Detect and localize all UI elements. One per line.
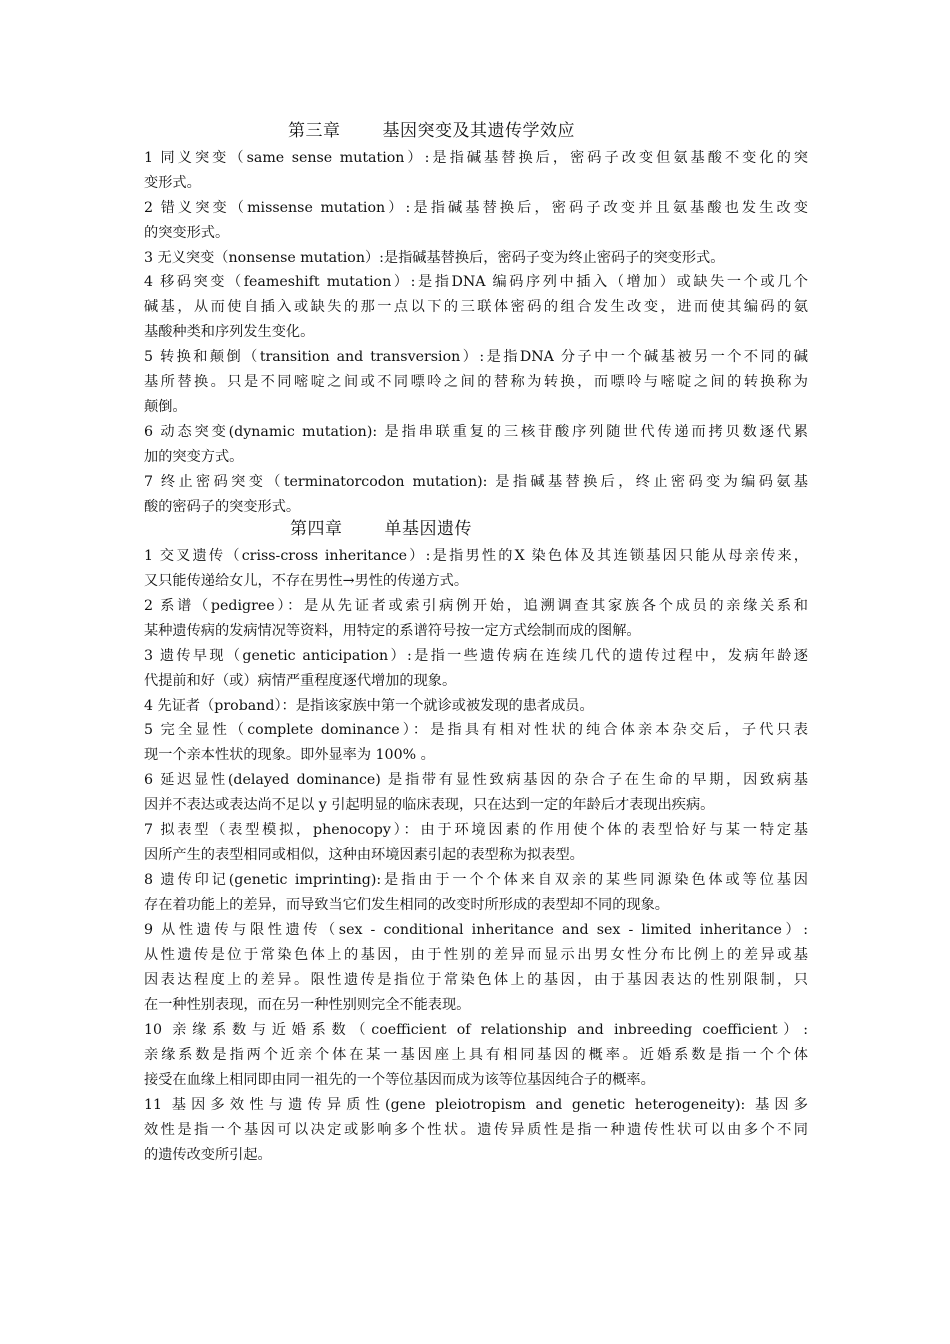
definition-line: 从性遗传是位于常染色体上的基因，由于性别的差异而显示出男女性分布比例上的差异或基 bbox=[144, 947, 808, 963]
definition-line: 1 同义突变（same sense mutation）:是指碱基替换后，密码子改变但氨基酸不变化的突 bbox=[144, 150, 808, 166]
definition-line: 酸的密码子的突变形式。 bbox=[144, 499, 301, 515]
definition-line: 的突变形式。 bbox=[144, 225, 230, 241]
definition-line: 代提前和好（或）病情严重程度逐代增加的现象。 bbox=[144, 673, 457, 689]
term-definition bbox=[144, 470, 808, 520]
definition-line: 8 遗传印记(genetic imprinting):是指由于一个个体来自双亲的某些同源染色体或等位基因 bbox=[144, 872, 808, 888]
chapter-4-title: 第四章 bbox=[290, 519, 343, 539]
definition-line: 3 无义突变（nonsense mutation）:是指碱基替换后，密码子变为终止密码子的突变形式。 bbox=[144, 250, 725, 266]
term-definition bbox=[144, 345, 808, 420]
term-definition bbox=[144, 694, 808, 719]
definition-line: 6 动态突变(dynamic mutation): 是指串联重复的三核苷酸序列随世代传递而拷贝数逐代累 bbox=[144, 424, 808, 440]
definition-line: 变形式。 bbox=[144, 175, 201, 191]
definition-line: 存在着功能上的差异，而导致当它们发生相同的改变时所形成的表型却不同的现象。 bbox=[144, 897, 669, 913]
definition-line: 6 延迟显性(delayed dominance) 是指带有显性致病基因的杂合子在生命的早期，因致病基 bbox=[144, 772, 808, 788]
definition-line: 4 先证者（proband）：是指该家族中第一个就诊或被发现的患者成员。 bbox=[144, 698, 594, 714]
definition-line: 9 从性遗传与限性遗传（sex - conditional inheritance and sex - limited inheritance）: bbox=[144, 922, 808, 938]
definition-line: 5 转换和颠倒（transition and transversion）:是指DNA 分子中一个碱基被另一个不同的碱 bbox=[144, 349, 808, 365]
definition-line: 某种遗传病的发病情况等资料，用特定的系谱符号按一定方式绘制而成的图解。 bbox=[144, 623, 641, 639]
definition-line: 1 交叉遗传（criss-cross inheritance）:是指男性的X 染色体及其连锁基因只能从母亲传来， bbox=[144, 548, 808, 564]
definition-line: 因表达程度上的差异。限性遗传是指位于常染色体上的基因，由于基因表达的性别限制，只 bbox=[144, 972, 808, 988]
definition-line: 7 终止密码突变（terminatorcodon mutation): 是指碱基替换后，终止密码变为编码氨基 bbox=[144, 474, 808, 490]
definition-line: 效性是指一个基因可以决定或影响多个性状。遗传异质性是指一种遗传性状可以由多个不同 bbox=[144, 1122, 808, 1138]
definition-line: 10 亲缘系数与近婚系数（coefficient of relationship and inbreeding coefficient）: bbox=[144, 1022, 808, 1038]
chapter-4-subtitle: 单基因遗传 bbox=[384, 519, 472, 539]
term-definition bbox=[144, 718, 808, 768]
definition-line: 因所产生的表型相同或相似，这种由环境因素引起的表型称为拟表型。 bbox=[144, 847, 584, 863]
definition-line: 的遗传改变所引起。 bbox=[144, 1147, 272, 1163]
definition-line: 加的突变方式。 bbox=[144, 449, 244, 465]
term-definition bbox=[144, 918, 808, 1018]
definition-line: 基酸种类和序列发生变化。 bbox=[144, 324, 315, 340]
definition-line: 2 错义突变（missense mutation）:是指碱基替换后，密码子改变并且氨基酸也发生改变 bbox=[144, 200, 808, 216]
definition-line: 碱基，从而使自插入或缺失的那一点以下的三联体密码的组合发生改变，进而使其编码的氨 bbox=[144, 299, 808, 315]
term-definition bbox=[144, 1018, 808, 1093]
term-definition bbox=[144, 768, 808, 818]
definition-line: 现一个亲本性状的现象。即外显率为 100% 。 bbox=[144, 747, 435, 763]
definition-line: 颠倒。 bbox=[144, 399, 187, 415]
definition-line: 4 移码突变（feameshift mutation）:是指DNA 编码序列中插入（增加）或缺失一个或几个 bbox=[144, 274, 808, 290]
chapter-4-heading bbox=[290, 514, 472, 539]
term-definition bbox=[144, 544, 808, 594]
definition-line: 又只能传递给女儿，不存在男性→男性的传递方式。 bbox=[144, 573, 469, 589]
definition-line: 因并不表达或表达尚不足以 y 引起明显的临床表现，只在达到一定的年龄后才表现出疾病。 bbox=[144, 797, 715, 813]
term-definition bbox=[144, 1093, 808, 1168]
term-definition bbox=[144, 868, 808, 918]
chapter-3-title: 第三章 bbox=[288, 121, 341, 141]
definition-line: 7 拟表型（表型模拟，phenocopy）：由于环境因素的作用使个体的表型恰好与某一特定基 bbox=[144, 822, 808, 838]
definition-line: 接受在血缘上相同即由同一祖先的一个等位基因而成为该等位基因纯合子的概率。 bbox=[144, 1072, 655, 1088]
definition-line: 2 系谱（pedigree）：是从先证者或索引病例开始，追溯调查其家族各个成员的亲缘关系和 bbox=[144, 598, 808, 614]
term-definition bbox=[144, 146, 808, 196]
definition-line: 11 基因多效性与遗传异质性(gene pleiotropism and genetic heterogeneity): 基因多 bbox=[144, 1097, 808, 1113]
term-definition bbox=[144, 196, 808, 246]
term-definition bbox=[144, 818, 808, 868]
definition-line: 在一种性别表现，而在另一种性别则完全不能表现。 bbox=[144, 997, 471, 1013]
definition-line: 3 遗传早现（genetic anticipation）:是指一些遗传病在连续几代的遗传过程中，发病年龄逐 bbox=[144, 648, 808, 664]
definition-line: 5 完全显性（complete dominance）：是指具有相对性状的纯合体亲本杂交后，子代只表 bbox=[144, 722, 808, 738]
term-definition bbox=[144, 270, 808, 345]
chapter-3-subtitle: 基因突变及其遗传学效应 bbox=[382, 121, 575, 141]
term-definition bbox=[144, 246, 808, 271]
definition-line: 基所替换。只是不同嘧啶之间或不同嘌呤之间的替称为转换，而嘌呤与嘧啶之间的转换称为 bbox=[144, 374, 808, 390]
chapter-3-heading bbox=[288, 116, 575, 141]
term-definition bbox=[144, 420, 808, 470]
term-definition bbox=[144, 644, 808, 694]
definition-line: 亲缘系数是指两个近亲个体在某一基因座上具有相同基因的概率。近婚系数是指一个个体 bbox=[144, 1047, 808, 1063]
term-definition bbox=[144, 594, 808, 644]
